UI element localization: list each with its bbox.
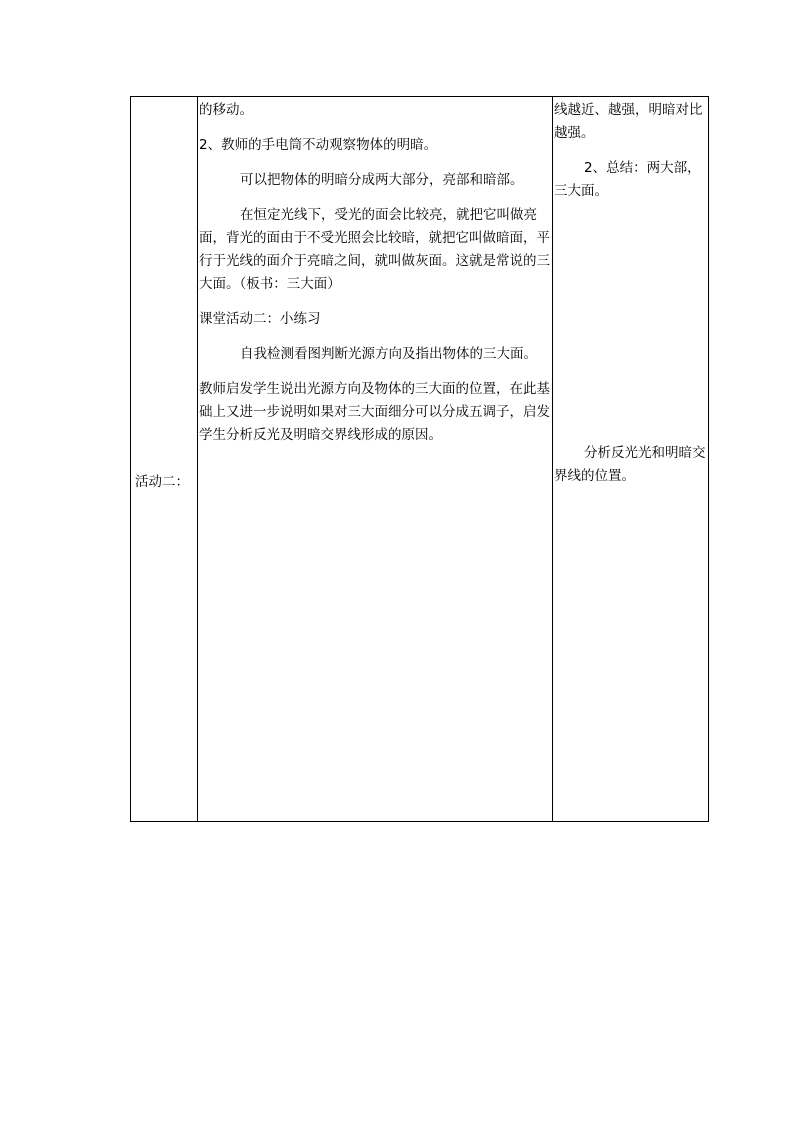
middle-paragraph-7: 教师启发学生说出光源方向及物体的三大面的位置，在此基础上又进一步说明如果对三大面细分可以分成五调子，启发学生分析反光及明暗交界线形成的原因。: [199, 381, 550, 443]
teacher-activity-cell: [198, 97, 552, 821]
student-activity-cell: [553, 97, 710, 821]
middle-paragraph-1: 的移动。: [199, 102, 253, 118]
middle-paragraph-5: 课堂活动二：小练习: [199, 311, 321, 327]
activity-label: 活动二：: [135, 474, 189, 490]
right-paragraph-2: 2、总结：两大部，三大面。: [554, 160, 701, 199]
middle-paragraph-2: 2、教师的手电筒不动观察物体的明暗。: [199, 137, 438, 153]
middle-paragraph-6: 自我检测看图判断光源方向及指出物体的三大面。: [240, 346, 537, 362]
right-paragraph-1: 线越近、越强，明暗对比越强。: [554, 102, 703, 141]
middle-paragraph-4: 在恒定光线下，受光的面会比较亮，就把它叫做亮面，背光的面由于不受光照会比较暗，就把它叫做暗面，平行于光线的面介于亮暗之间，就叫做灰面。这就是常说的三大面。（板书：三大面）: [199, 207, 550, 292]
right-paragraph-3: 分析反光光和明暗交界线的位置。: [554, 445, 706, 484]
lesson-table: [130, 96, 709, 822]
activity-label-cell: [131, 97, 197, 821]
middle-paragraph-3: 可以把物体的明暗分成两大部分，亮部和暗部。: [240, 172, 524, 188]
